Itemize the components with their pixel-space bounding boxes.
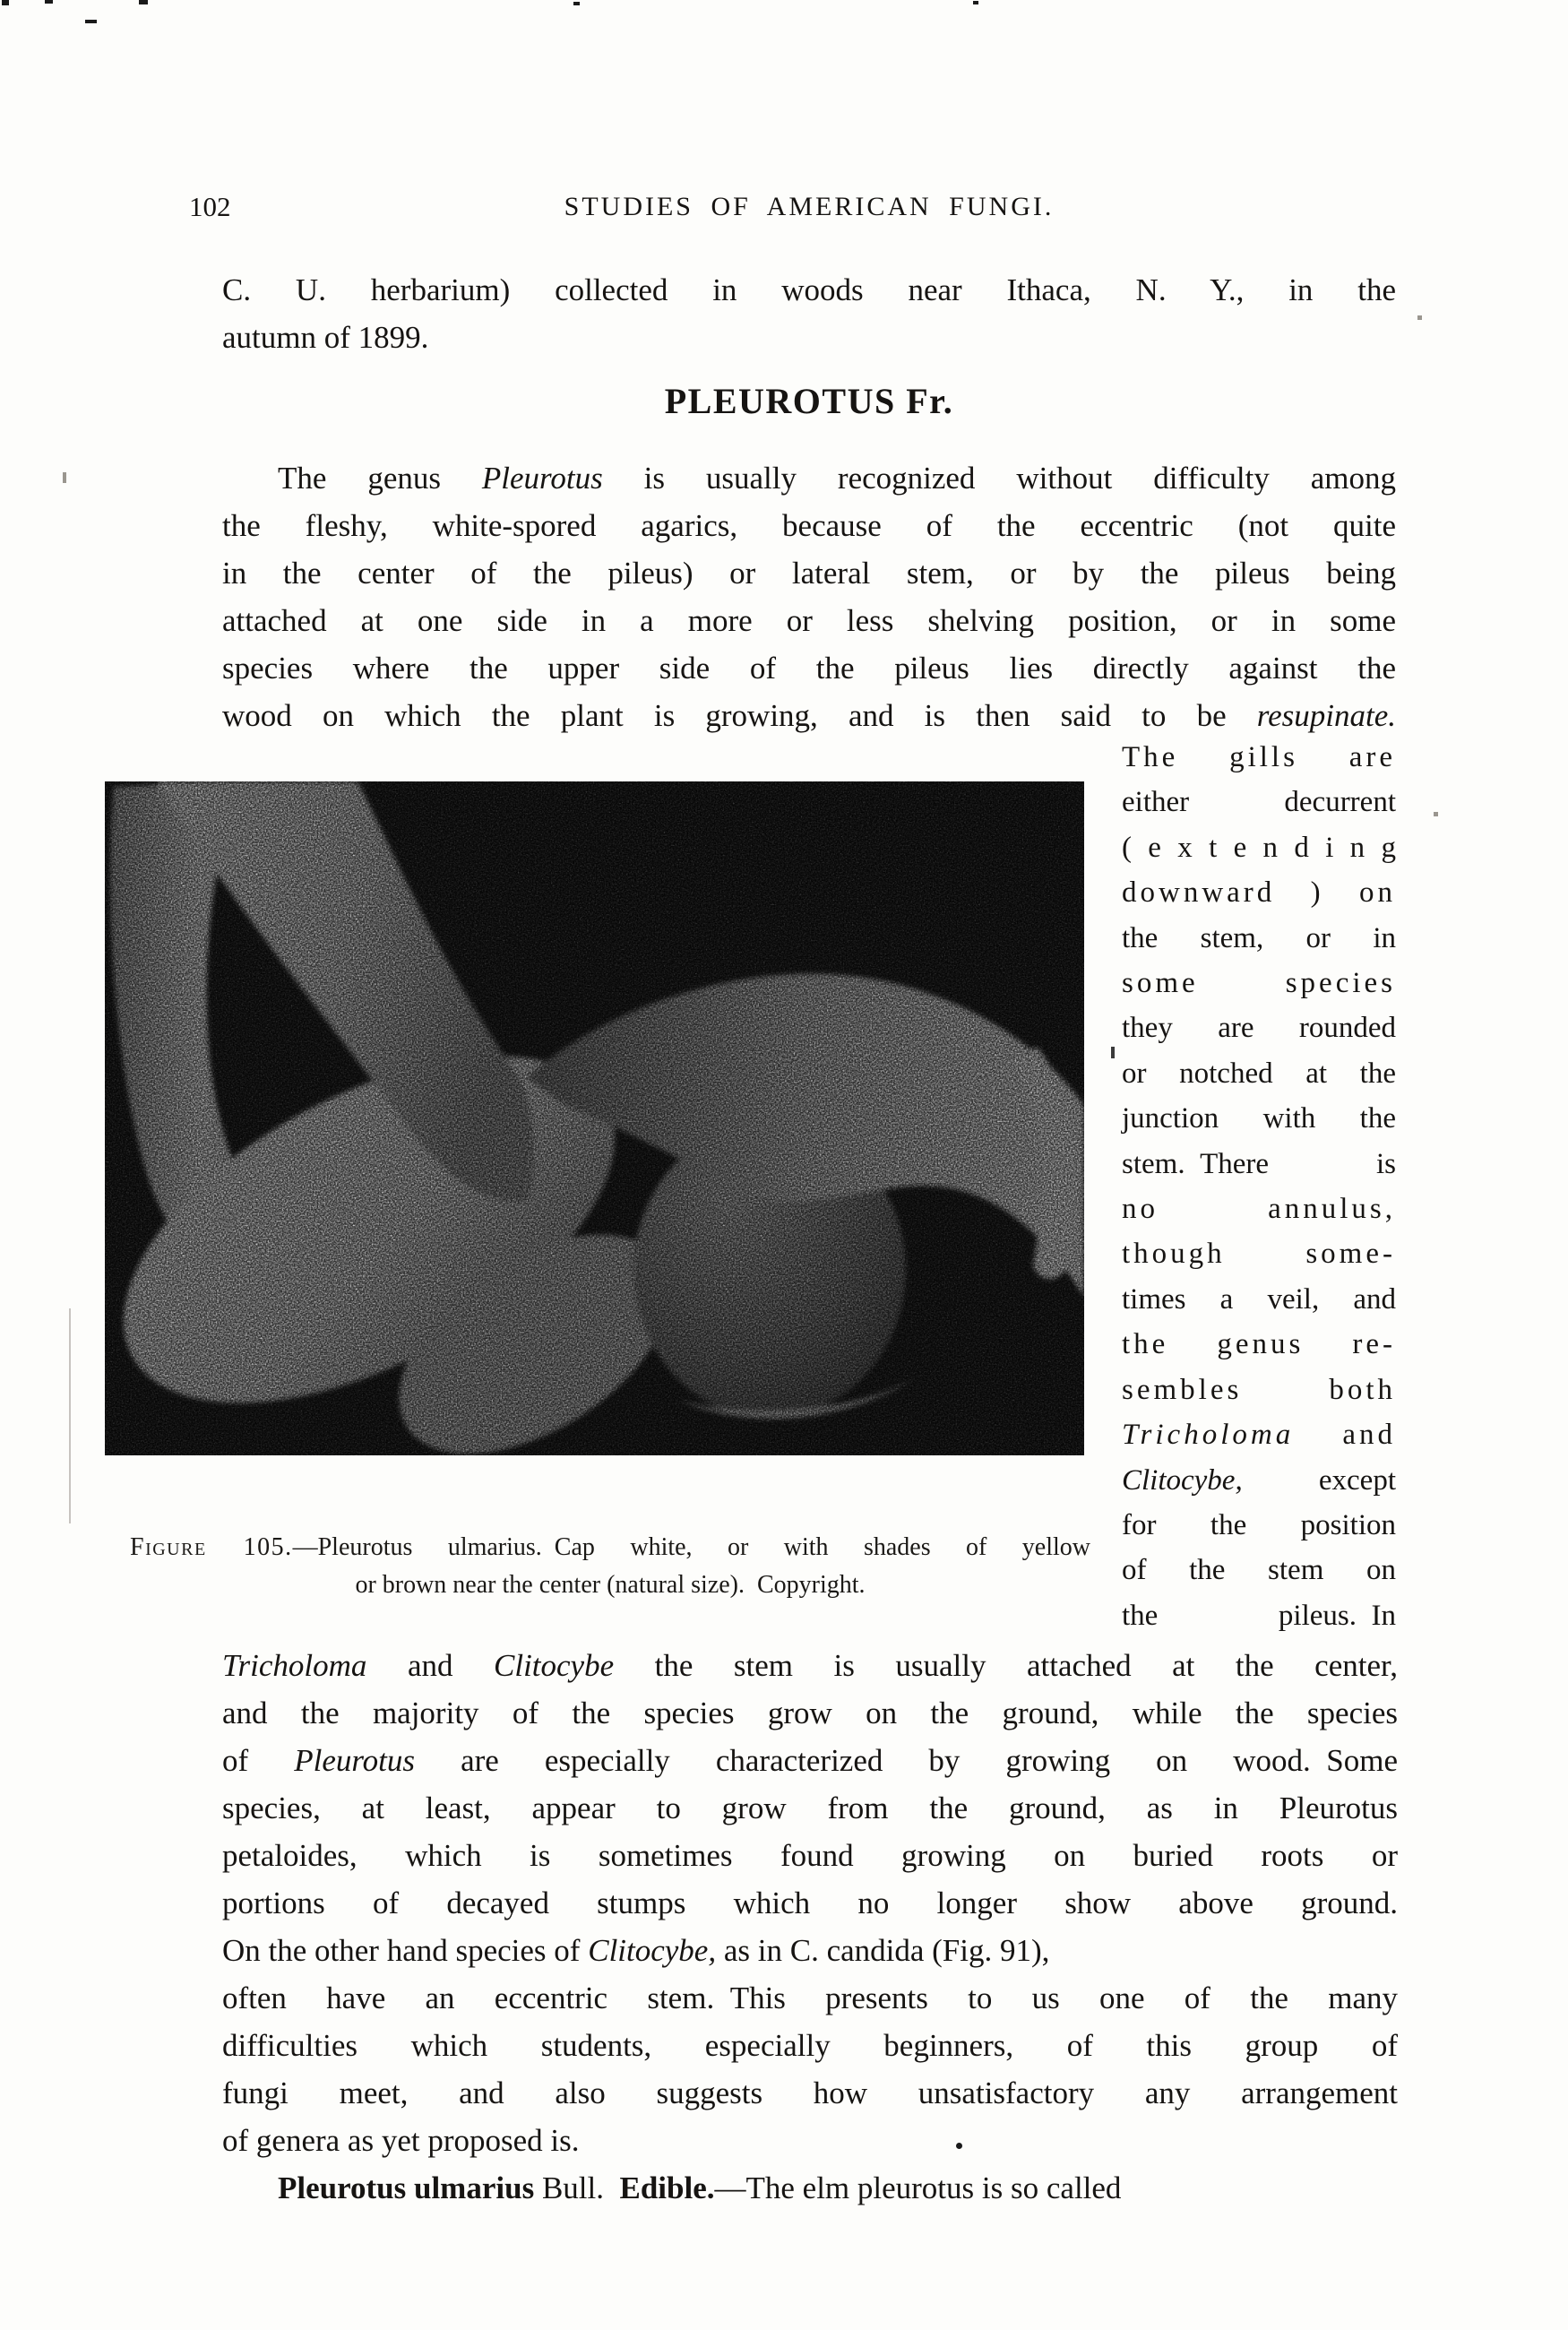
- scan-scratch: [69, 1308, 71, 1523]
- text-line: portions of decayed stumps which no longer show above ground.: [222, 1886, 1398, 1920]
- text-line: sembles both: [1122, 1373, 1396, 1406]
- text-line: the stem, or in: [1122, 921, 1396, 954]
- scan-speck: [139, 0, 148, 4]
- text-line: times a veil, and: [1122, 1282, 1396, 1316]
- scan-speck: [956, 2143, 962, 2149]
- text-line: no annulus,: [1122, 1193, 1396, 1226]
- wrapped-text-column: [1122, 735, 1396, 1638]
- scan-speck: [63, 472, 66, 483]
- text-line: C. U. herbarium) collected in woods near Ithaca, N. Y., in the: [222, 272, 1396, 307]
- section-heading: PLEUROTUS Fr.: [664, 381, 954, 421]
- text-line: and the majority of the species grow on the ground, while the species: [222, 1696, 1398, 1730]
- text-line: wood on which the plant is growing, and is then said to be resupinate.: [222, 698, 1396, 733]
- text-line: The gills are: [1122, 741, 1396, 773]
- text-line: or notched at the: [1122, 1057, 1396, 1090]
- text-line: of the stem on: [1122, 1554, 1396, 1587]
- text-line: stem. There is: [1122, 1147, 1396, 1180]
- figure-caption: [130, 1529, 1090, 1604]
- scan-speck: [973, 1, 978, 4]
- text-line: of Pleurotus are especially characterized by growing on wood. Some: [222, 1743, 1398, 1778]
- paragraph-continuation: [222, 1642, 1398, 2212]
- scan-speck: [2, 0, 9, 5]
- text-line: Tricholoma and Clitocybe the stem is usually attached at the center,: [222, 1648, 1398, 1683]
- text-line: autumn of 1899.: [222, 320, 429, 355]
- paragraph-genus-description: [222, 454, 1396, 739]
- text-line: Pleurotus ulmarius Bull. Edible.—The elm pleurotus is so called: [278, 2170, 1122, 2205]
- text-line: junction with the: [1122, 1102, 1396, 1135]
- text-line: The genus Pleurotus is usually recognized without difficulty among: [278, 461, 1396, 496]
- scan-speck: [1417, 315, 1422, 320]
- text-line: though some-: [1122, 1238, 1396, 1271]
- scan-speck: [1111, 1047, 1115, 1058]
- text-line: often have an eccentric stem. This presents to us one of the many: [222, 1980, 1398, 2015]
- mushroom-photograph: [105, 781, 1084, 1455]
- text-line: ( e x t e n d i n g: [1122, 831, 1396, 864]
- text-line: species where the upper side of the pileus lies directly against the: [222, 651, 1396, 686]
- text-line: the genus re-: [1122, 1328, 1396, 1361]
- text-line: fungi meet, and also suggests how unsatisfactory any arrangement: [222, 2075, 1398, 2110]
- scan-speck: [45, 0, 53, 4]
- text-line: petaloides, which is sometimes found growing on buried roots or: [222, 1838, 1398, 1873]
- text-line: Clitocybe, except: [1122, 1463, 1396, 1497]
- text-line: Tricholoma and: [1122, 1419, 1396, 1452]
- photo-grain-dark: [105, 781, 1084, 1455]
- text-line: for the position: [1122, 1508, 1396, 1541]
- page-number: 102: [189, 191, 231, 222]
- scan-speck: [85, 20, 97, 23]
- text-line: they are rounded: [1122, 1012, 1396, 1045]
- text-line: either decurrent: [1122, 786, 1396, 819]
- text-line: the pileus. In: [1122, 1599, 1396, 1632]
- text-line: On the other hand species of Clitocybe, as in C. candida (Fig. 91),: [222, 1933, 1050, 1968]
- running-head: STUDIES OF AMERICAN FUNGI.: [564, 192, 1055, 221]
- text-line: in the center of the pileus) or lateral stem, or by the pileus being: [222, 556, 1396, 591]
- text-line: downward ) on: [1122, 876, 1396, 910]
- mushroom-photo-illustration: [105, 781, 1084, 1455]
- text-line: of genera as yet proposed is.: [222, 2123, 580, 2158]
- text-line: attached at one side in a more or less shelving position, or in some: [222, 603, 1396, 638]
- text-line: species, at least, appear to grow from the ground, as in Pleurotus: [222, 1791, 1398, 1825]
- paragraph-intro: [222, 266, 1396, 361]
- text-line: difficulties which students, especially beginners, of this group of: [222, 2028, 1398, 2063]
- text-line: Figure 105.—Pleurotus ulmarius. Cap white, or with shades of yellow: [130, 1533, 1090, 1561]
- scan-speck: [1434, 812, 1438, 816]
- text-line: some species: [1122, 967, 1396, 1000]
- text-line: the fleshy, white-spored agarics, because of the eccentric (not quite: [222, 508, 1396, 543]
- scan-speck: [573, 2, 580, 5]
- text-line: or brown near the center (natural size). Copyright.: [355, 1571, 866, 1599]
